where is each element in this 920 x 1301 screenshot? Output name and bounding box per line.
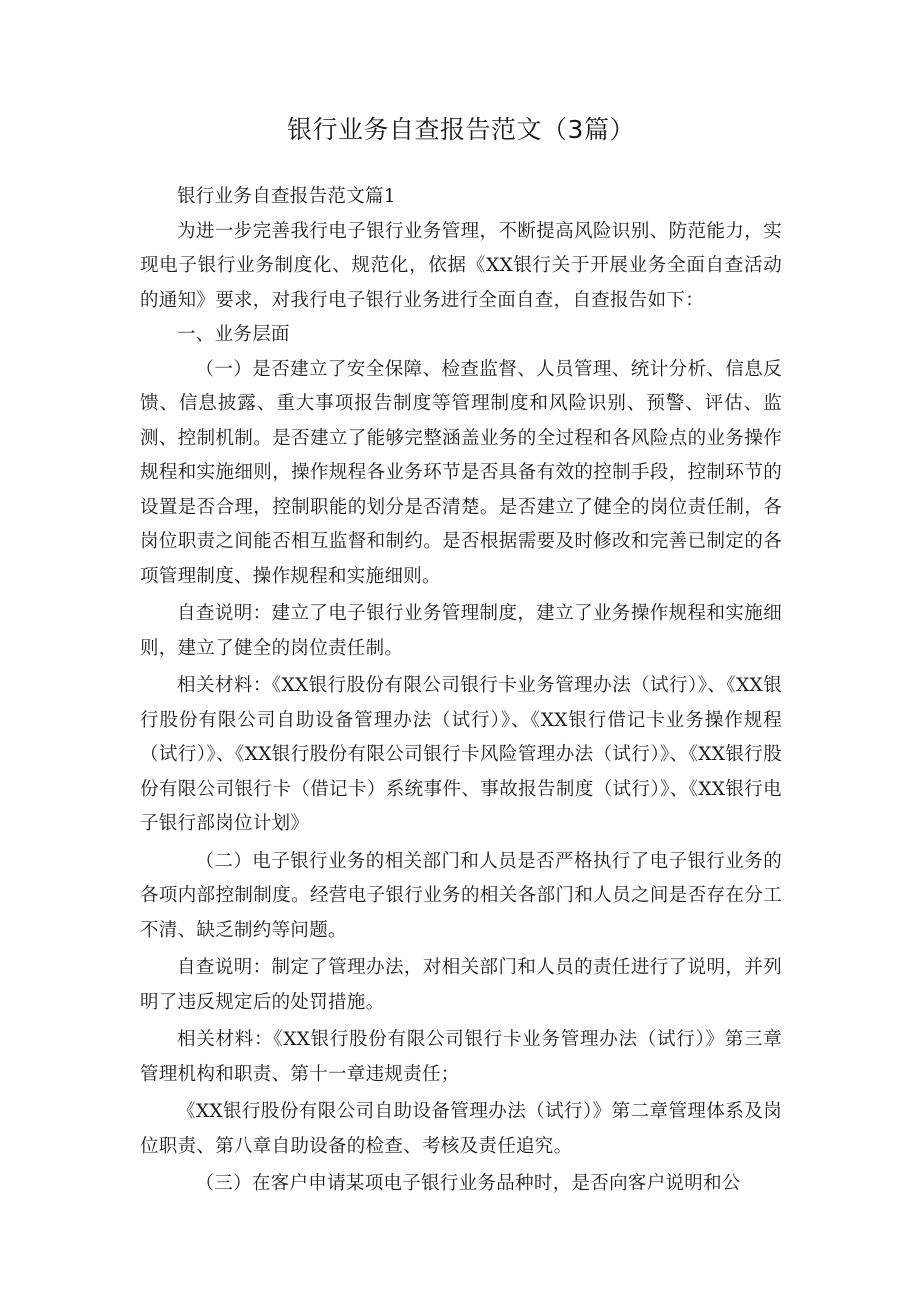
section-heading: 银行业务自查报告范文篇1 — [177, 186, 396, 207]
document-title: 银行业务自查报告范文（3篇） — [287, 115, 635, 144]
item-one-paragraph: （一）是否建立了安全保障、检查监督、人员管理、统计分析、信息反馈、信息披露、重大事项报告制度等管理制度和风险识别、预警、评估、监测、控制机制。是否建立了能够完整涵盖业务的全过程和各风险点的业务操作规程和实施细则，操作规程各业务环节是否具备有效的控制手段，控制环节的设置是否合理，控制职能的划分是否清楚。是否建立了健全的岗位责任制，各岗位职责之间能否相互监督和制约。是否根据需要及时修改和完善已制定的各项管理制度、操作规程和实施细则。 — [140, 358, 782, 587]
self-check-note-two: 自查说明：制定了管理办法，对相关部门和人员的责任进行了说明，并列明了违反规定后的处罚措施。 — [140, 957, 782, 1013]
self-check-note-one: 自查说明：建立了电子银行业务管理制度，建立了业务操作规程和实施细则，建立了健全的岗位责任制。 — [140, 603, 782, 659]
item-three-paragraph: （三）在客户申请某项电子银行业务品种时，是否向客户说明和公 — [195, 1173, 741, 1194]
intro-paragraph: 为进一步完善我行电子银行业务管理，不断提高风险识别、防范能力，实现电子银行业务制度化、规范化，依据《XX银行关于开展业务全面自查活动的通知》要求，对我行电子银行业务进行全面自查，自查报告如下： — [140, 220, 782, 311]
section-subheading: 一、业务层面 — [177, 324, 290, 345]
related-materials-two-continued: 《XX银行股份有限公司自助设备管理办法（试行）》第二章管理体系及岗位职责、第八章自助设备的检查、考核及责任追究。 — [140, 1101, 782, 1157]
related-materials-two: 相关材料：《XX银行股份有限公司银行卡业务管理办法（试行）》第三章管理机构和职责、第十一章违规责任； — [140, 1029, 782, 1085]
related-materials-one: 相关材料：《XX银行股份有限公司银行卡业务管理办法（试行）》、《XX银行股份有限公司自助设备管理办法（试行）》、《XX银行借记卡业务操作规程（试行）》、《XX银行股份有限公司银行卡风险管理办法（试行）》、《XX银行股份有限公司银行卡（借记卡）系统事件、事故报告制度（试行）》、《XX银行电子银行部岗位计划》 — [140, 675, 782, 834]
item-two-paragraph: （二）电子银行业务的相关部门和人员是否严格执行了电子银行业务的各项内部控制制度。经营电子银行业务的相关各部门和人员之间是否存在分工不清、缺乏制约等问题。 — [140, 850, 782, 941]
